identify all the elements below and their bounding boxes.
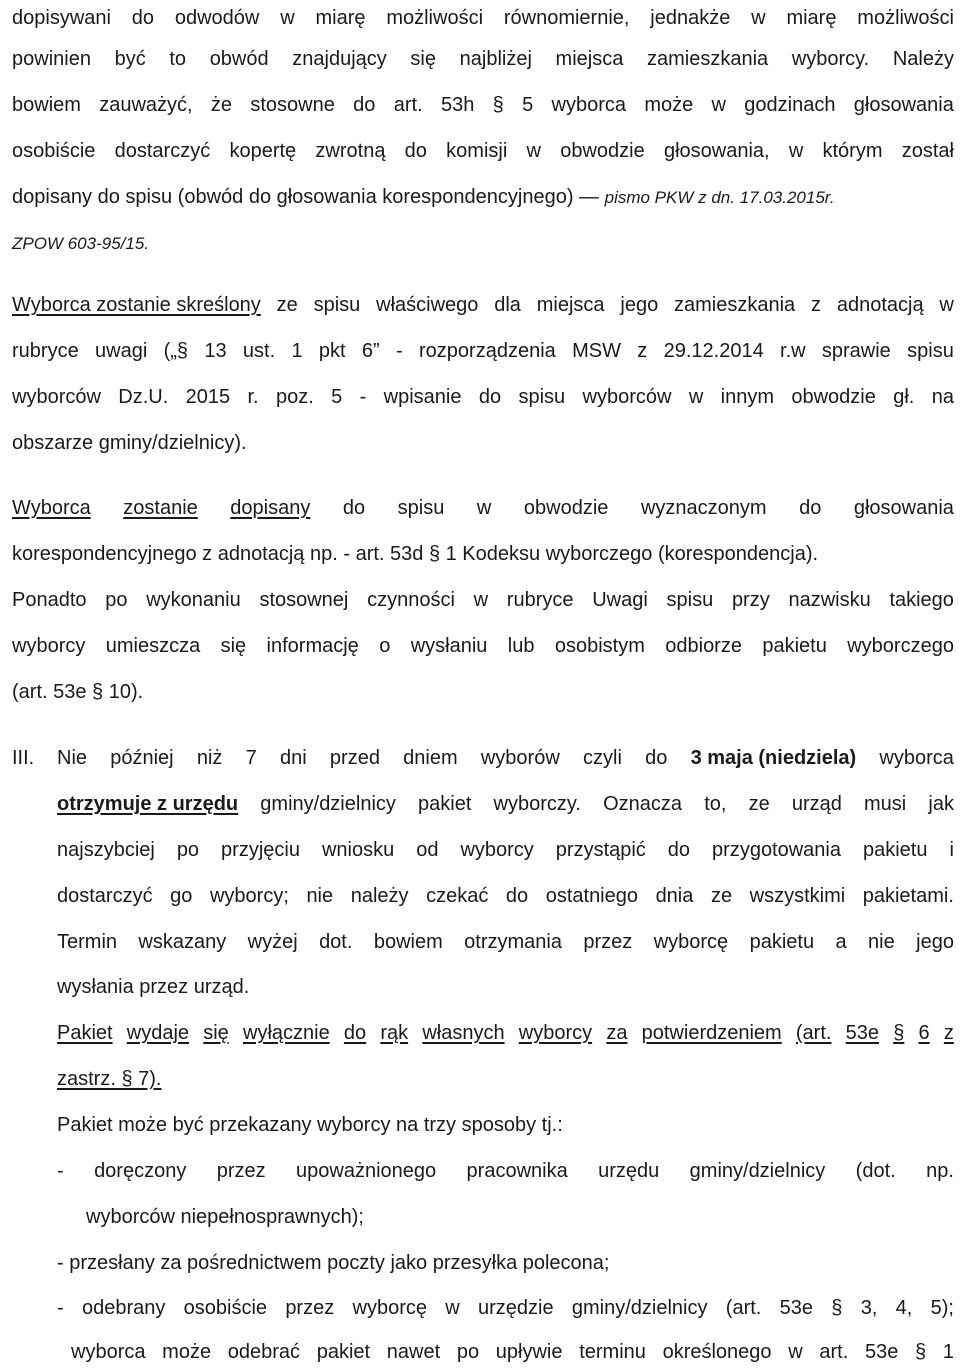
word: obwodzie [791,386,876,408]
word: 53h [440,94,475,116]
word: (art. [795,1022,832,1044]
section3-line14 [71,1340,954,1364]
para2-line1 [12,293,954,317]
word: spisu [397,497,445,519]
word: Należy [892,48,954,70]
word: w [788,1341,803,1363]
word: pakietu [862,839,928,861]
word: zauważyć, [99,94,193,116]
word: np. [926,1160,954,1182]
delivery-method-1-cont [86,1205,364,1229]
word: w [280,7,295,29]
word: się [220,635,247,657]
word: miejsca [536,294,605,316]
word: wyborców [582,386,672,408]
word: do [343,1022,367,1044]
word: w [476,497,492,519]
word: rąk [380,1022,409,1044]
para1-line1 [12,6,954,30]
word: dostarczyć [114,140,211,162]
word: rubryce [12,340,79,362]
word: i [949,839,954,861]
word: wszystkimi [749,885,846,907]
delivery-method-1 [57,1159,954,1183]
word: nie [306,885,334,907]
word: może [644,94,694,116]
word: wniosku [321,839,395,861]
word: nawet [386,1341,441,1363]
word: wyłącznie [243,1022,330,1044]
word: powinien [12,48,91,70]
word: wyborcy [460,839,534,861]
word: obwód [209,48,269,70]
word: adnotacją [836,294,924,316]
delivery-method-2-text: - przesłany za pośrednictwem poczty jako przesyłka polecona; [57,1252,610,1274]
section3-line9 [57,1113,563,1137]
word: uwagi [95,340,148,362]
word: w [688,386,704,408]
word: na [931,386,954,408]
word: odbiorze [665,635,742,657]
word: został [901,140,954,162]
para3-line2-text: korespondencyjnego z adnotacją np. - art. 53d § 1 Kodeksu wyborczego (korespondencja). [12,543,819,565]
word: z [811,294,822,316]
word: art. [393,94,423,116]
word: gminy/dzielnicy [571,1297,708,1319]
word: 3, [860,1297,878,1319]
word: się [410,48,436,70]
word: odebrać [227,1341,301,1363]
word: niż [196,747,223,769]
word: pakiet [418,793,472,815]
word: upoważnionego [296,1160,437,1182]
word: się [203,1022,229,1044]
para3-line2 [12,542,818,566]
word: wpisanie [383,386,462,408]
word: wyborca [551,94,626,116]
para3-line5-text: (art. 53e § 10). [12,681,144,703]
word: w [445,1297,460,1319]
word: terminu [579,1341,646,1363]
word: najbliżej [459,48,532,70]
word: dniem [403,747,458,769]
word: przystąpić [555,839,646,861]
word: dot. [319,931,353,953]
section3-line6-text: wysłania przez urząd. [57,976,250,998]
word: wskazany [138,931,227,953]
word: Uwagi [592,589,648,611]
word: a [835,931,847,953]
word: miarę [786,7,837,29]
word: być [114,48,146,70]
word: po [176,839,200,861]
word: stosownej [259,589,349,611]
word: głosowania, [663,140,770,162]
word: dopisywani [12,7,111,29]
word: spisu [907,340,954,362]
word: otrzymania [464,931,562,953]
word: wyborczy. [493,793,581,815]
word: 29.12.2014 [663,340,764,362]
section3-line4 [57,884,954,908]
word: za [606,1022,628,1044]
word: później [110,747,174,769]
word: że [210,94,233,116]
word: do [131,7,155,29]
word: dnia [655,885,694,907]
word: ze [276,294,298,316]
word: art. [819,1341,849,1363]
word: to, [704,793,727,815]
word: spisu [313,294,361,316]
word: wyborcy. [791,48,870,70]
word: przez [583,931,633,953]
word: o [379,635,391,657]
word: wyborców [12,386,101,408]
word: Pakiet [57,1022,113,1044]
word: go [170,885,193,907]
word: nie [868,931,895,953]
word: równomiernie, [503,7,630,29]
word: sprawie [821,340,891,362]
word-wyborca: Wyborca [12,497,91,519]
word: jego [620,294,659,316]
word: w [526,140,541,162]
word: znajdujący [292,48,387,70]
word: rozporządzenia [419,340,556,362]
word: poz. [275,386,314,408]
word: ust. [242,340,276,362]
para1-line3 [12,93,954,117]
word: do [667,839,691,861]
word: po [456,1341,480,1363]
word: 2015 [185,386,231,408]
word: wyborcy; [209,885,289,907]
word: § [893,1022,905,1044]
word: - [57,1297,64,1319]
word: czynności [367,589,455,611]
word: spisu [666,589,714,611]
para3-line3 [12,588,954,612]
word: do [799,497,822,519]
para1-line5-text: dopisany do spisu (obwód do głosowania korespondencyjnego) — [12,186,605,208]
section3-line7 [57,1021,954,1045]
word: gminy/dzielnicy [689,1160,826,1182]
para1-line5 [12,185,835,210]
word: 53e [864,1341,899,1363]
para1-line6 [12,231,149,256]
word: innym [720,386,774,408]
para2-line2 [12,339,954,363]
section3-line1 [57,746,954,770]
word: czekać [426,885,489,907]
word: pracownika [466,1160,568,1182]
word: nazwisku [788,589,871,611]
word: kopertę [229,140,297,162]
word: przyjęciu [221,839,300,861]
word: bowiem [373,931,443,953]
word: r.w [780,340,806,362]
word: wyznaczonym [640,497,767,519]
word: w [751,7,766,29]
word: obwodzie [523,497,609,519]
ex-officio-phrase: otrzymuje z urzędu [57,793,239,815]
word: osobistym [554,635,645,657]
word: urzędu [598,1160,660,1182]
word: głosowania [853,497,954,519]
word: przy [731,589,770,611]
word: miejsca [555,48,624,70]
word: miarę [315,7,366,29]
word: od [416,839,439,861]
word: do [404,140,427,162]
word: 7 [245,747,257,769]
delivery-method-2 [57,1251,609,1275]
word: spisu [518,386,566,408]
delivery-method-3 [57,1296,954,1320]
word: § [915,1341,927,1363]
word: musi [864,793,907,815]
word: § [831,1297,843,1319]
word: dla [494,294,521,316]
word: w [711,94,726,116]
word: 1 [291,340,303,362]
word: potwierdzeniem [641,1022,782,1044]
word: wydaje [126,1022,190,1044]
word: właściwego [376,294,479,316]
word: upływie [495,1341,563,1363]
word: odwodów [174,7,260,29]
word: § [492,94,504,116]
word: (art. [725,1297,762,1319]
word: przed [329,747,380,769]
word: urzędzie [478,1297,554,1319]
word: należy [350,885,409,907]
word: do [353,94,376,116]
word: w [939,294,954,316]
word-dopisany: dopisany [230,497,311,519]
word: to [169,48,187,70]
word: 1 [942,1341,954,1363]
word: wykonaniu [146,589,241,611]
word: zamieszkania [646,48,769,70]
para1-line2 [12,47,954,71]
word: do [645,747,668,769]
struck-off-phrase: Wyborca zostanie skreślony [12,294,261,316]
section-number: III. [12,747,35,769]
word: bowiem [12,94,81,116]
word: do [478,386,502,408]
word: osobiście [12,140,96,162]
word: 6” [361,340,380,362]
word: 5); [930,1297,954,1319]
word: najszybciej [57,839,155,861]
word: (dot. [855,1160,896,1182]
word: 13 [204,340,227,362]
word: ostatniego [545,885,638,907]
para2-line4-text: obszarze gminy/dzielnicy). [12,432,247,454]
deadline-date: 3 maja (niedziela) [690,747,857,769]
word: gł. [893,386,915,408]
section3-line2 [57,792,954,816]
word: pakiet [316,1341,371,1363]
word: do [342,497,366,519]
word: pakietami. [862,885,954,907]
word: Dz.U. [118,386,169,408]
word: w [788,140,804,162]
word: własnych [422,1022,505,1044]
word: wysłaniu [410,635,488,657]
word: - [359,386,367,408]
word: po [105,589,128,611]
pkw-letter-reference: pismo PKW z dn. 17.03.2015r. [604,188,835,207]
word: Termin [57,931,118,953]
word: przygotowania [712,839,841,861]
word: 5 [331,386,343,408]
word: pakietu [749,931,815,953]
para3-line4 [12,634,954,658]
section-marker [12,746,34,770]
word: dostarczyć [57,885,153,907]
word: czyli [583,747,622,769]
word: Nie [57,747,88,769]
word: 4, [895,1297,913,1319]
word: 53e [779,1297,813,1319]
word: urząd [791,793,842,815]
word: godzinach [744,94,836,116]
word: 5 [522,94,534,116]
word: zamieszkania [674,294,796,316]
word: przez [285,1297,335,1319]
para2-line4 [12,431,247,455]
word: Oznacza [603,793,683,815]
section3-line3 [57,838,954,862]
word: którym [822,140,883,162]
para3-line5 [12,680,143,704]
word: możliwości [857,7,954,29]
word: pakietu [762,635,827,657]
word: wyborczego [847,635,954,657]
word: może [162,1341,212,1363]
word: ze [710,885,733,907]
word: 6 [918,1022,930,1044]
word: r. [247,386,259,408]
word: obwodzie [560,140,645,162]
word: umieszcza [105,635,201,657]
word: dni [279,747,307,769]
word: wyborca [71,1341,146,1363]
word: 53e [845,1022,880,1044]
word: - [396,340,403,362]
word: odebrany [81,1297,166,1319]
word: wyborów [480,747,560,769]
word: wyżej [247,931,298,953]
word: („§ [163,340,189,362]
word: z [637,340,648,362]
word-zostanie: zostanie [123,497,198,519]
section3-line8-text: zastrz. § 7). [57,1068,162,1090]
delivery-methods-intro: Pakiet może być przekazany wyborcy na trzy sposoby tj.: [57,1114,563,1136]
section3-line6 [57,975,249,999]
para2-line3 [12,385,954,409]
word: - [57,1160,64,1182]
word: gminy/dzielnicy [260,793,396,815]
word: głosowania [853,94,954,116]
word: lub [507,635,535,657]
word: jednakże [650,7,731,29]
word: wyborcę [352,1297,427,1319]
word: do [505,885,529,907]
word: komisji [446,140,508,162]
section3-line5 [57,930,954,954]
section3-line8 [57,1067,161,1091]
word: wyborcy [518,1022,593,1044]
word: wyborcę [653,931,729,953]
word: informację [266,635,359,657]
word: jak [928,793,954,815]
word: MSW [572,340,621,362]
delivery-method-1-cont-text: wyborców niepełnosprawnych); [86,1206,364,1228]
word: ze [748,793,770,815]
word: wyborcy [12,635,86,657]
word: Ponadto [12,589,87,611]
word: pkt [318,340,346,362]
para3-line1 [12,496,954,520]
word: doręczony [94,1160,187,1182]
word: określonego [662,1341,772,1363]
word: z [943,1022,954,1044]
zpow-reference: ZPOW 603-95/15. [12,234,150,253]
word: możliwości [386,7,484,29]
word: jego [916,931,954,953]
word: przez [216,1160,266,1182]
word: rubryce [506,589,574,611]
word: stosowne [250,94,335,116]
para1-line4 [12,139,954,163]
word: zwrotną [315,140,386,162]
word: w [473,589,489,611]
word: wyborca [879,747,954,769]
word: osobiście [183,1297,268,1319]
word: takiego [889,589,954,611]
